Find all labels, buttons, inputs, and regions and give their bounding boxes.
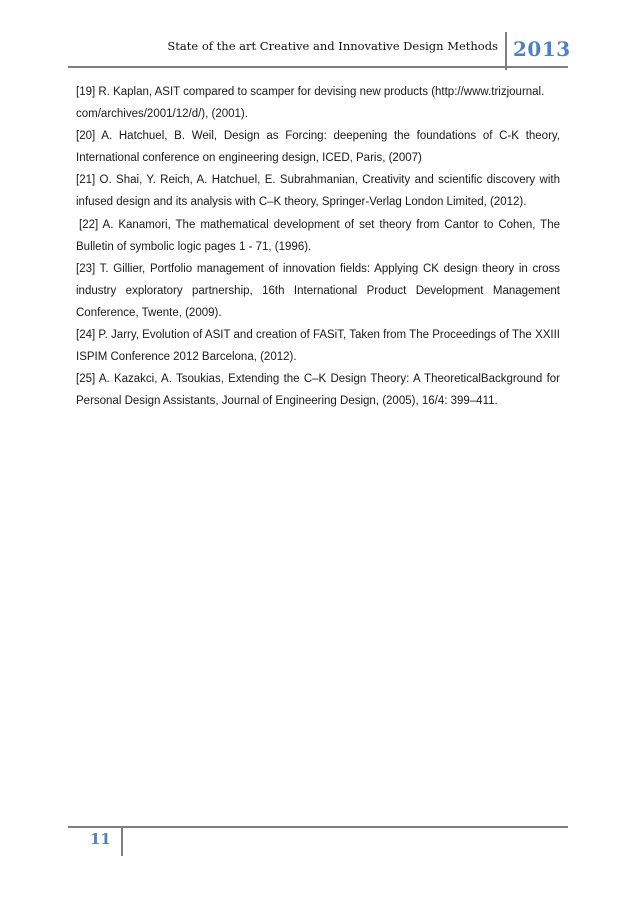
reference-19-line-1: [19] R. Kaplan, ASIT compared to scamper for devising new products (http://www.trizjournal. <box>76 86 545 98</box>
header-rule <box>68 66 568 68</box>
running-header-title: State of the art Creative and Innovative Design Methods <box>167 39 498 53</box>
reference-25: [25] A. Kazakci, A. Tsoukias, Extending the C–K Design Theory: A TheoreticalBackground for Personal Design Assistants, Journal of Engineering Design, (2005), 16/4: 399–411. <box>76 373 560 408</box>
header-year: 2013 <box>513 37 571 61</box>
reference-list <box>76 81 560 412</box>
reference-20: [20] A. Hatchuel, B. Weil, Design as Forcing: deepening the foundations of C-K theory, International conference on engineering design, ICED, Paris, (2007) <box>76 130 560 165</box>
reference-19-line-2: com/archives/2001/12/d/), (2001). <box>76 108 248 121</box>
reference-23: [23] T. Gillier, Portfolio management of innovation fields: Applying CK design theory in cross industry exploratory partnership, 16th International Product Development Management Conference, Twente, (2009). <box>76 262 560 319</box>
reference-22: [22] A. Kanamori, The mathematical development of set theory from Cantor to Cohen, The Bulletin of symbolic logic pages 1 - 71, (1996). <box>76 218 560 253</box>
reference-21: [21] O. Shai, Y. Reich, A. Hatchuel, E. Subrahmanian, Creativity and scientific discovery with infused design and its analysis with C–K theory, Springer-Verlag London Limited, (2012). <box>76 174 560 209</box>
reference-24: [24] P. Jarry, Evolution of ASIT and creation of FASiT, Taken from The Proceedings of The XXIII ISPIM Conference 2012 Barcelona, (2012). <box>76 329 560 364</box>
page-number: 11 <box>90 830 111 848</box>
header-divider <box>505 32 507 70</box>
footer-rule <box>68 826 568 828</box>
footer-divider <box>121 826 123 856</box>
reference-19 <box>76 81 560 125</box>
